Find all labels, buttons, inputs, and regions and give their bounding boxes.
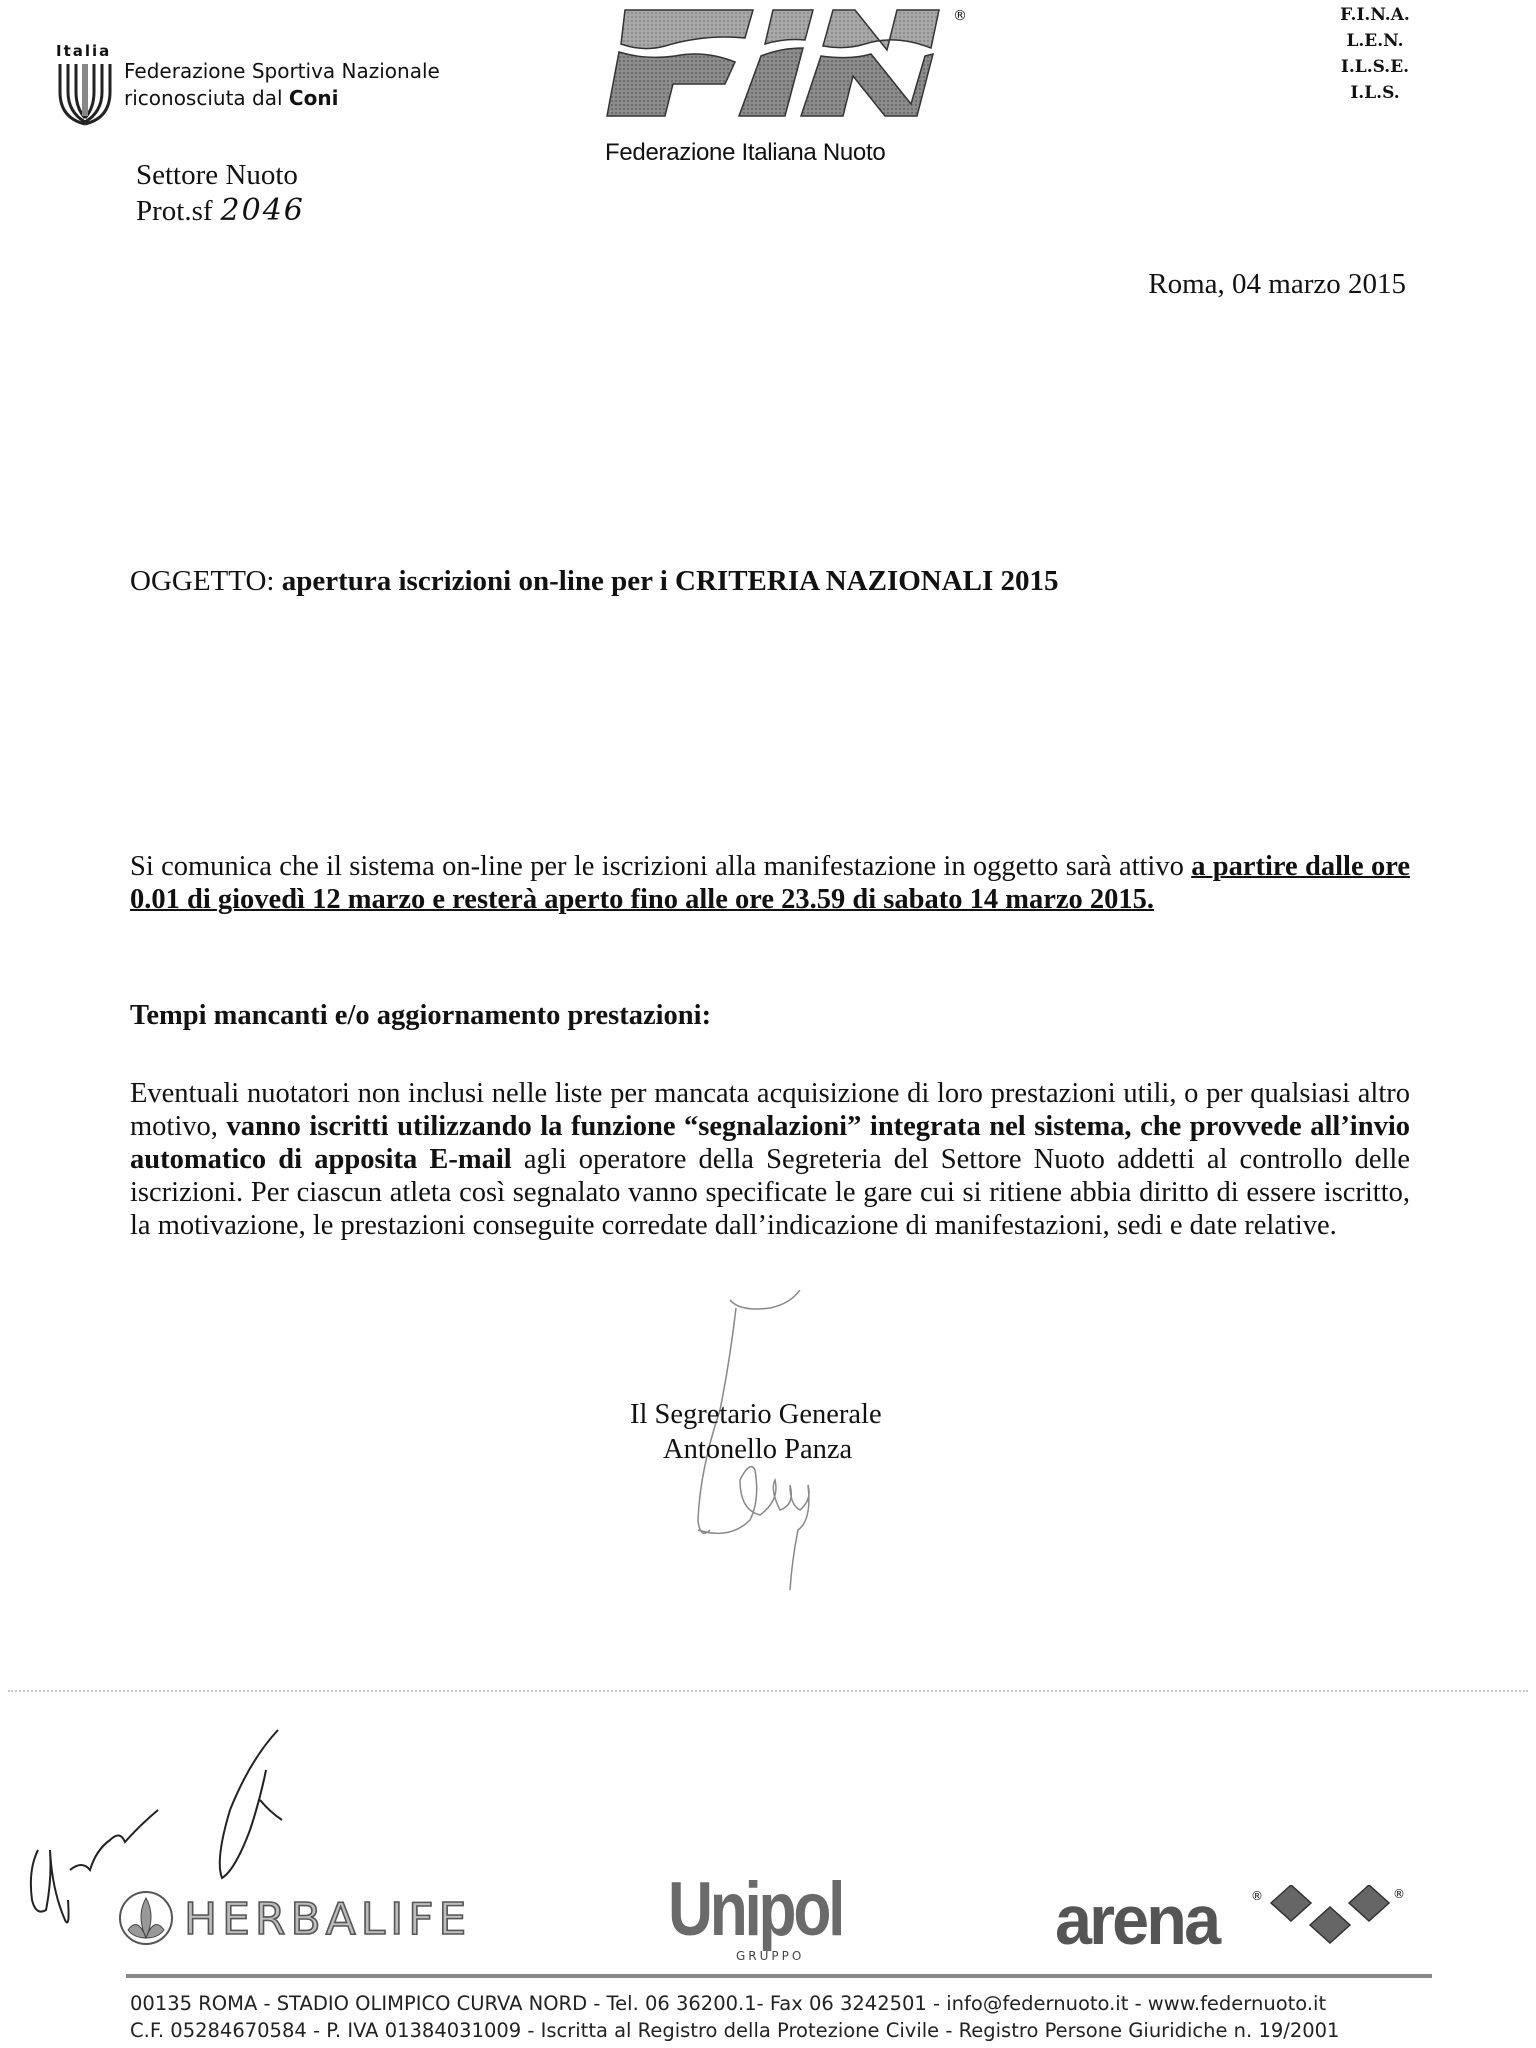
footer-divider (126, 1974, 1432, 1978)
affiliation-len: L.E.N. (1346, 31, 1404, 51)
herbalife-wordmark: HERBALIFE (184, 1894, 472, 1945)
paragraph-2-part-1: Eventuali nuotatori non inclusi nelle liste per mancata acquisizione di loro prestazioni utili, o per qualsiasi altro motivo, (130, 1078, 1410, 1142)
arena-diamonds-icon (1267, 1885, 1393, 1947)
arena-icon-registered-mark: ® (1393, 1887, 1405, 1901)
signatory-name: Antonello Panza (663, 1434, 853, 1465)
protocol-label: Prot.sf (136, 195, 213, 227)
paragraph-2-part-2: agli operatore della Segreteria del Settore Nuoto addetti al controllo delle iscrizioni. Per ciascun atleta così segnalato vanno specificate le gare cui si ritiene abbia diritto di essere iscritto, la motivazione, le prestazioni conseguite corredate dall’indicazione di manifestazioni, sedi e date relative. (130, 1144, 1411, 1241)
sector-protocol (136, 158, 305, 229)
subject-label: OGGETTO: (130, 565, 282, 597)
paragraph-opening-dates (130, 850, 1410, 916)
fin-caption: Federazione Italiana Nuoto (605, 139, 886, 166)
sponsor-arena (1055, 1881, 1405, 1959)
paragraph-1-dates: a partire dalle ore 0.01 di giovedì 12 marzo e resterà aperto fino alle ore 23.59 di sabato 14 marzo 2015. (130, 851, 1410, 915)
protocol-number: 2046 (220, 193, 305, 228)
unipol-gruppo: GRUPPO (736, 1949, 805, 1963)
fin-registered-mark: ® (953, 8, 967, 24)
subject-text: apertura iscrizioni on-line per i CRITERIA NAZIONALI 2015 (281, 565, 1059, 597)
footer-registry: C.F. 05284670584 - P. IVA 01384031009 - Iscritta al Registro della Protezione Civile - Registro Persone Giuridiche n. 19/2001 (130, 2019, 1340, 2042)
coni-bold: Coni (288, 86, 339, 110)
affiliations-list (1320, 2, 1430, 106)
section-heading: Tempi mancanti e/o aggiornamento prestazioni: (130, 1000, 712, 1031)
sponsor-herbalife (118, 1890, 472, 1951)
footer-contacts: 00135 ROMA - STADIO OLIMPICO CURVA NORD - Tel. 06 36200.1- Fax 06 3242501 - info@federnuoto.it - www.federnuoto.it (130, 1992, 1327, 2015)
arena-wordmark: arena (1055, 1881, 1219, 1959)
signatory-title: Il Segretario Generale (630, 1399, 882, 1430)
coni-line-1: Federazione Sportiva Nazionale (124, 59, 440, 83)
sponsor-unipol (668, 1867, 880, 1963)
herbalife-leaf-icon (118, 1890, 174, 1946)
subject-line (130, 565, 1059, 598)
affiliation-fina: F.I.N.A. (1340, 5, 1410, 25)
footer (130, 1990, 1339, 2044)
affiliation-ilse: I.L.S.E. (1340, 57, 1410, 77)
coni-rings-icon (56, 62, 114, 126)
arena-registered-mark: ® (1251, 1889, 1263, 1903)
sector-label: Settore Nuoto (136, 159, 298, 191)
fin-logo (595, 4, 967, 166)
affiliation-ils: I.L.S. (1350, 83, 1400, 103)
paragraph-2-bold: vanno iscritti utilizzando la funzione “segnalazioni” integrata nel sistema, che provvede all’invio automatico di apposita E-mail (130, 1111, 1410, 1175)
signature-block (630, 1397, 882, 1467)
coni-line-2: riconosciuta dal (124, 86, 289, 110)
place-date: Roma, 04 marzo 2015 (1148, 268, 1406, 300)
dotted-divider (8, 1690, 1528, 1692)
unipol-wordmark: Unipol (668, 1867, 843, 1952)
paragraph-reporting (130, 1077, 1410, 1242)
italia-wordmark: Italia (56, 42, 112, 60)
paragraph-1-intro: Si comunica che il sistema on-line per le iscrizioni alla manifestazione in oggetto sarà attivo (130, 851, 1192, 882)
fin-logo-icon (595, 4, 955, 124)
